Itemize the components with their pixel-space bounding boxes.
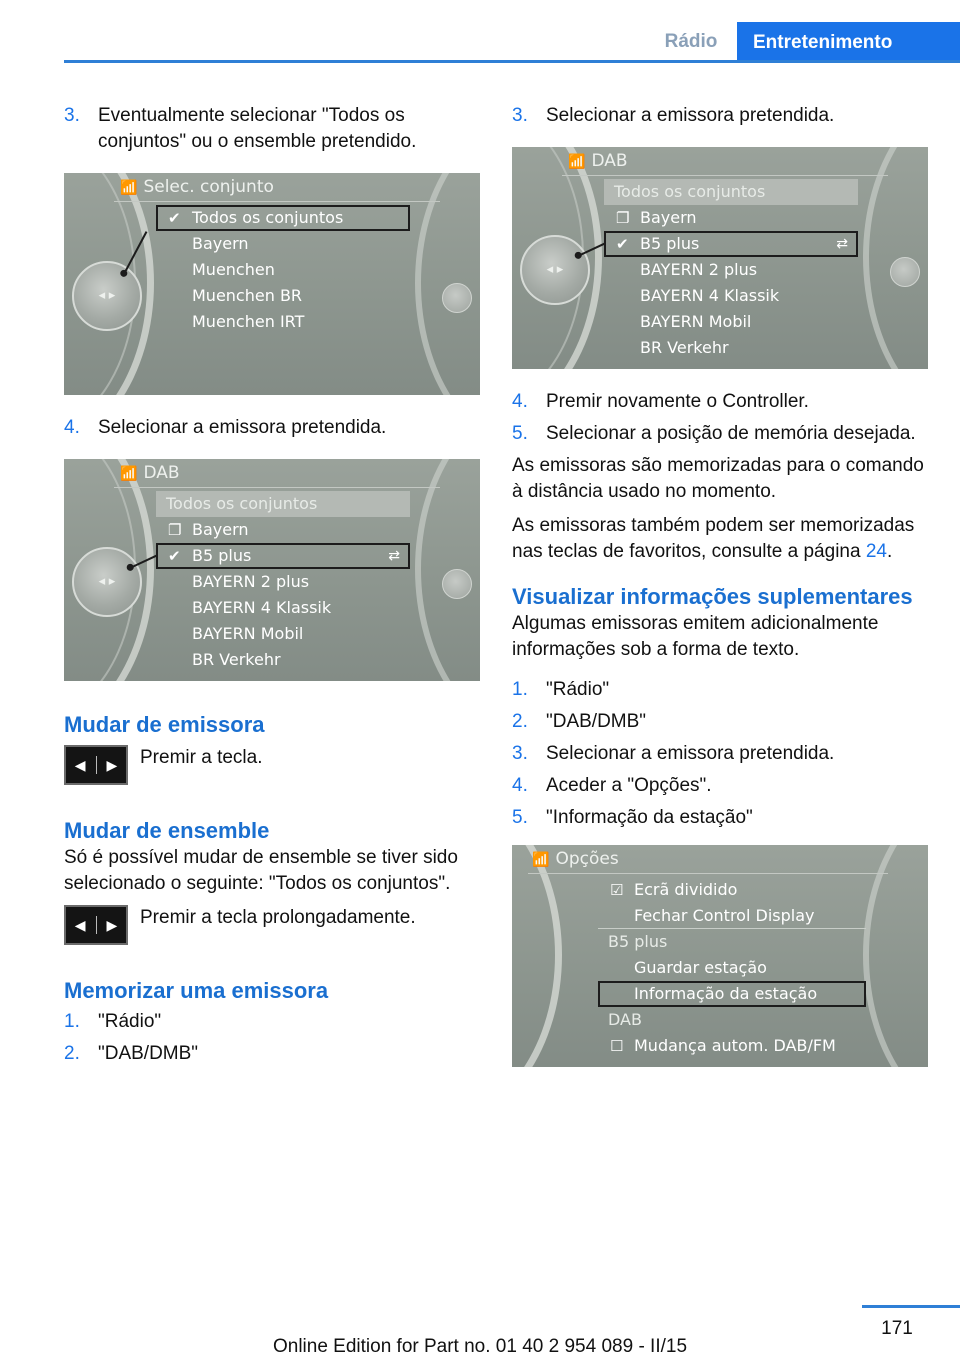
- screen-menu: [156, 491, 410, 673]
- screen-title: 📶 DAB: [120, 463, 180, 483]
- step: [512, 709, 930, 735]
- page-link[interactable]: 24: [865, 541, 887, 562]
- page-number: 171: [881, 1318, 913, 1339]
- step: [512, 741, 930, 767]
- step: [512, 103, 930, 129]
- step-text: "DAB/DMB": [98, 1043, 199, 1064]
- check-icon: ✔: [168, 209, 181, 227]
- step-number: 3.: [512, 105, 528, 126]
- screen-menu: [604, 179, 858, 361]
- step-text: "DAB/DMB": [546, 711, 647, 732]
- menu-item-header[interactable]: Todos os conjuntos: [156, 491, 410, 517]
- seek-key-icon: ◀ ▶: [64, 905, 128, 945]
- step-number: 5.: [512, 807, 528, 828]
- menu-item[interactable]: BR Verkehr: [192, 650, 281, 669]
- step-number: 5.: [512, 423, 528, 444]
- paragraph: As emissoras são memorizadas para o comando à distância usado no momento.: [512, 455, 924, 502]
- tab-radio[interactable]: Rádio: [664, 31, 718, 52]
- menu-item-selected[interactable]: Informação da estação: [598, 981, 866, 1007]
- checkbox-icon: ☐: [610, 1037, 624, 1055]
- idrive-screen-dab-stations: [64, 459, 480, 681]
- menu-item[interactable]: ❐ Bayern: [604, 205, 858, 231]
- menu-item[interactable]: Guardar estação: [634, 958, 767, 977]
- menu-section-label: B5 plus: [608, 932, 668, 951]
- menu-item[interactable]: BAYERN Mobil: [640, 312, 752, 331]
- menu-item-selected[interactable]: ✔ B5 plus ⇄: [156, 543, 410, 569]
- copy-icon: ❐: [168, 521, 182, 539]
- seek-key-icon: ◀ ▶: [64, 745, 128, 785]
- step-text: Selecionar a emissora pretendida.: [546, 105, 835, 126]
- step-number: 2.: [64, 1043, 80, 1064]
- menu-item-header[interactable]: Todos os conjuntos: [604, 179, 858, 205]
- controller-knob-icon: [520, 235, 590, 305]
- step-text: Selecionar a emissora pretendida.: [546, 743, 835, 764]
- step-number: 3.: [64, 105, 80, 126]
- menu-item[interactable]: Fechar Control Display: [598, 903, 866, 929]
- idrive-screen-options: [512, 845, 928, 1067]
- header-rule: [64, 60, 960, 63]
- menu-item[interactable]: BR Verkehr: [640, 338, 729, 357]
- menu-item[interactable]: Muenchen IRT: [192, 312, 305, 331]
- paragraph: As emissoras também podem ser memorizadas nas teclas de favoritos, consulte a página 24.: [512, 515, 915, 562]
- menu-item[interactable]: ❐ Bayern: [156, 517, 410, 543]
- screen-menu: [156, 205, 410, 335]
- key-instruction: ◀ ▶ Premir a tecla prolongadamente.: [64, 905, 480, 949]
- menu-item-selected[interactable]: ✔ B5 plus ⇄: [604, 231, 858, 257]
- screen-title: 📶 DAB: [568, 151, 628, 171]
- menu-item-selected[interactable]: ✔ Todos os conjuntos: [156, 205, 410, 231]
- antenna-icon: 📶: [120, 180, 138, 196]
- favorite-icon: ⇄: [836, 236, 848, 252]
- controller-knob-icon: [72, 547, 142, 617]
- step-number: 2.: [512, 711, 528, 732]
- heading-memorize: Memorizar uma emissora: [64, 978, 329, 1003]
- step-text: Eventualmente selecionar "Todos os conjuntos" ou o ensemble pretendido.: [98, 105, 417, 152]
- controller-knob-icon: [72, 261, 142, 331]
- step-text: "Rádio": [98, 1011, 162, 1032]
- scroll-knob-icon: [890, 257, 920, 287]
- menu-item[interactable]: BAYERN 2 plus: [640, 260, 758, 279]
- step-text: "Informação da estação": [546, 807, 753, 828]
- scroll-knob-icon: [442, 569, 472, 599]
- menu-item[interactable]: ☐ Mudança autom. DAB/FM: [598, 1033, 866, 1059]
- idrive-screen-ensemble-select: [64, 173, 480, 395]
- step: [512, 389, 930, 415]
- left-column: [64, 103, 480, 1073]
- tab-entertainment[interactable]: Entretenimento: [737, 22, 960, 63]
- screen-menu: [598, 877, 866, 1059]
- menu-item[interactable]: Muenchen: [192, 260, 275, 279]
- menu-item[interactable]: BAYERN 4 Klassik: [640, 286, 780, 305]
- antenna-icon: 📶: [120, 466, 138, 482]
- screen-title: 📶 Selec. conjunto: [120, 177, 274, 197]
- step-text: "Rádio": [546, 679, 610, 700]
- step-number: 4.: [512, 391, 528, 412]
- heading-change-ensemble: Mudar de ensemble: [64, 818, 270, 843]
- edition-note: Online Edition for Part no. 01 40 2 954 089 - II/15: [272, 1336, 688, 1357]
- paragraph: Algumas emissoras emitem adicionalmente informações sob a forma de texto.: [512, 613, 879, 660]
- menu-item[interactable]: Muenchen BR: [192, 286, 303, 305]
- step-number: 4.: [512, 775, 528, 796]
- step-text: Aceder a "Opções".: [546, 775, 712, 796]
- step: [64, 415, 480, 441]
- step: [64, 103, 480, 155]
- heading-supplementary-info: Visualizar informações suplementares: [512, 584, 913, 609]
- step: [512, 773, 930, 799]
- scroll-knob-icon: [442, 283, 472, 313]
- step: [64, 1041, 480, 1067]
- step-text: Selecionar a posição de memória desejada.: [546, 423, 916, 444]
- step: [512, 421, 930, 447]
- step-number: 1.: [64, 1011, 80, 1032]
- checkbox-checked-icon: ☑: [610, 881, 624, 899]
- step: [512, 805, 930, 831]
- menu-section-label: DAB: [608, 1010, 642, 1029]
- menu-item[interactable]: Bayern: [192, 234, 249, 253]
- screen-title: 📶 Opções: [532, 849, 619, 869]
- menu-item[interactable]: BAYERN 4 Klassik: [192, 598, 332, 617]
- step: [64, 1009, 480, 1035]
- step-text: Premir novamente o Controller.: [546, 391, 809, 412]
- favorite-icon: ⇄: [388, 548, 400, 564]
- step-number: 4.: [64, 417, 80, 438]
- menu-item[interactable]: BAYERN Mobil: [192, 624, 304, 643]
- step-number: 3.: [512, 743, 528, 764]
- heading-change-station: Mudar de emissora: [64, 712, 265, 737]
- menu-item[interactable]: ☑ Ecrã dividido: [598, 877, 866, 903]
- antenna-icon: 📶: [532, 852, 550, 868]
- step-number: 1.: [512, 679, 528, 700]
- footer-rule: [862, 1305, 960, 1308]
- copy-icon: ❐: [616, 209, 630, 227]
- right-column: [512, 103, 930, 1087]
- antenna-icon: 📶: [568, 154, 586, 170]
- paragraph: Só é possível mudar de ensemble se tiver sido selecionado o seguinte: "Todos os conjuntos".: [64, 847, 458, 894]
- check-icon: ✔: [168, 547, 181, 565]
- idrive-screen-dab-stations: [512, 147, 928, 369]
- check-icon: ✔: [616, 235, 629, 253]
- step-text: Selecionar a emissora pretendida.: [98, 417, 387, 438]
- key-instruction: ◀ ▶ Premir a tecla.: [64, 745, 480, 789]
- step: [512, 677, 930, 703]
- menu-item[interactable]: BAYERN 2 plus: [192, 572, 310, 591]
